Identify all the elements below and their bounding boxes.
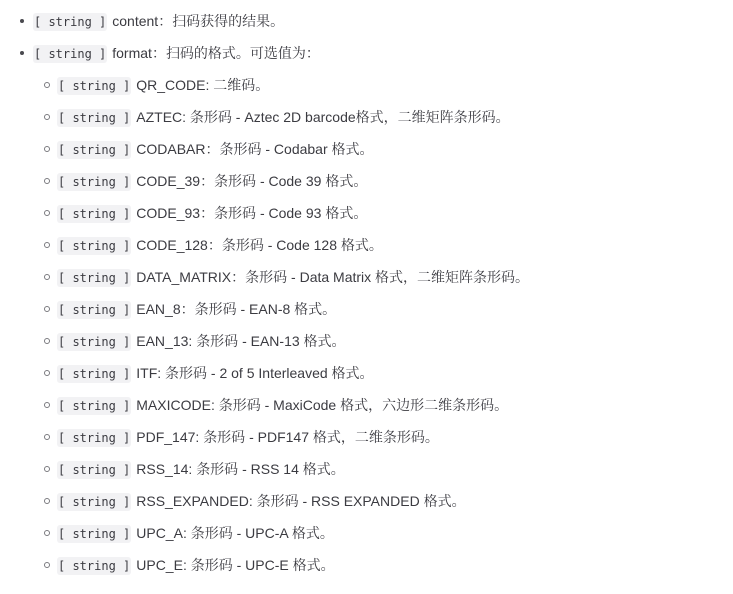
bullet-circle-icon (44, 146, 50, 152)
param-separator: : (182, 525, 191, 541)
type-badge: [ string ] (58, 335, 131, 349)
param-description: 条形码 - EAN-13 格式。 (196, 333, 346, 349)
list-item (0, 293, 733, 325)
param-name: UPC_A (136, 525, 183, 541)
type-badge: [ string ] (58, 399, 131, 413)
param-separator: : (182, 109, 190, 125)
list-item (0, 37, 733, 69)
type-badge: [ string ] (58, 527, 131, 541)
param-name: CODABAR (136, 141, 206, 157)
bullet-circle-icon (44, 178, 50, 184)
list-item (0, 325, 733, 357)
param-name: CODE_93 (136, 205, 201, 221)
list-item (0, 5, 733, 37)
param-separator: : (188, 333, 197, 349)
param-name: EAN_8 (136, 301, 181, 317)
param-separator: ： (231, 269, 246, 285)
param-name: EAN_13 (136, 333, 189, 349)
type-badge: [ string ] (58, 271, 131, 285)
param-name: MAXICODE (136, 397, 211, 413)
list-item (0, 261, 733, 293)
list-item (0, 485, 733, 517)
list-item (0, 357, 733, 389)
list-item (0, 389, 733, 421)
type-badge: [ string ] (58, 495, 131, 509)
param-separator: ： (158, 13, 173, 29)
type-badge: [ string ] (58, 367, 131, 381)
param-name: AZTEC (136, 109, 183, 125)
param-separator: ： (180, 301, 195, 317)
type-badge: [ string ] (58, 175, 131, 189)
param-description: 条形码 - Aztec 2D barcode格式，二维矩阵条形码。 (189, 109, 510, 125)
param-name: CODE_128 (136, 237, 208, 253)
list-item (0, 229, 733, 261)
bullet-circle-icon (44, 242, 50, 248)
list-item (0, 549, 733, 581)
param-description: 条形码 - RSS EXPANDED 格式。 (256, 493, 466, 509)
bullet-disc-icon (20, 51, 24, 55)
param-description: 扫码的格式。可选值为： (165, 45, 320, 61)
bullet-circle-icon (44, 210, 50, 216)
param-separator: : (248, 493, 257, 509)
param-name: content (112, 13, 159, 29)
param-description: 条形码 - Codabar 格式。 (219, 141, 374, 157)
bullet-circle-icon (44, 562, 50, 568)
param-separator: ： (151, 45, 166, 61)
param-description: 二维码。 (213, 77, 270, 93)
type-badge: [ string ] (34, 15, 107, 29)
param-separator: : (182, 557, 191, 573)
list-item (0, 165, 733, 197)
param-separator: ： (207, 237, 222, 253)
list-item (0, 133, 733, 165)
param-name: ITF (136, 365, 158, 381)
type-badge: [ string ] (58, 463, 131, 477)
param-description: 条形码 - UPC-A 格式。 (190, 525, 334, 541)
param-description: 条形码 - Code 39 格式。 (214, 173, 368, 189)
param-separator: : (210, 397, 219, 413)
param-description: 条形码 - Data Matrix 格式，二维矩阵条形码。 (245, 269, 530, 285)
type-badge: [ string ] (58, 111, 131, 125)
list-item (0, 69, 733, 101)
param-description: 条形码 - MaxiCode 格式，六边形二维条形码。 (218, 397, 509, 413)
bullet-circle-icon (44, 498, 50, 504)
bullet-circle-icon (44, 338, 50, 344)
bullet-circle-icon (44, 82, 50, 88)
bullet-circle-icon (44, 466, 50, 472)
list-item (0, 197, 733, 229)
param-separator: ： (205, 141, 220, 157)
type-badge: [ string ] (58, 303, 131, 317)
param-separator: : (188, 461, 197, 477)
param-name: UPC_E (136, 557, 183, 573)
param-description: 扫码获得的结果。 (172, 13, 285, 29)
list-item (0, 421, 733, 453)
param-description: 条形码 - 2 of 5 Interleaved 格式。 (165, 365, 374, 381)
param-name: RSS_14 (136, 461, 189, 477)
bullet-circle-icon (44, 434, 50, 440)
param-separator: : (157, 365, 166, 381)
bullet-circle-icon (44, 274, 50, 280)
param-description: 条形码 - Code 93 格式。 (214, 205, 368, 221)
param-description: 条形码 - UPC-E 格式。 (190, 557, 335, 573)
param-separator: ： (200, 173, 215, 189)
list-item (0, 453, 733, 485)
type-badge: [ string ] (58, 431, 131, 445)
param-name: CODE_39 (136, 173, 201, 189)
param-description: 条形码 - PDF147 格式，二维条形码。 (203, 429, 439, 445)
list-item (0, 101, 733, 133)
type-badge: [ string ] (58, 79, 131, 93)
param-description: 条形码 - Code 128 格式。 (221, 237, 383, 253)
param-name: QR_CODE (136, 77, 206, 93)
param-name: DATA_MATRIX (136, 269, 232, 285)
type-badge: [ string ] (58, 143, 131, 157)
param-separator: : (205, 77, 214, 93)
bullet-disc-icon (20, 19, 24, 23)
param-separator: : (195, 429, 204, 445)
param-name: RSS_EXPANDED (136, 493, 249, 509)
list-item (0, 517, 733, 549)
param-description: 条形码 - EAN-8 格式。 (194, 301, 337, 317)
bullet-circle-icon (44, 530, 50, 536)
bullet-circle-icon (44, 306, 50, 312)
type-badge: [ string ] (58, 559, 131, 573)
param-name: format (112, 45, 152, 61)
bullet-circle-icon (44, 370, 50, 376)
bullet-circle-icon (44, 114, 50, 120)
type-badge: [ string ] (58, 239, 131, 253)
parameter-list (0, 5, 733, 581)
type-badge: [ string ] (34, 47, 107, 61)
param-description: 条形码 - RSS 14 格式。 (196, 461, 345, 477)
type-badge: [ string ] (58, 207, 131, 221)
param-separator: ： (200, 205, 215, 221)
bullet-circle-icon (44, 402, 50, 408)
param-name: PDF_147 (136, 429, 196, 445)
